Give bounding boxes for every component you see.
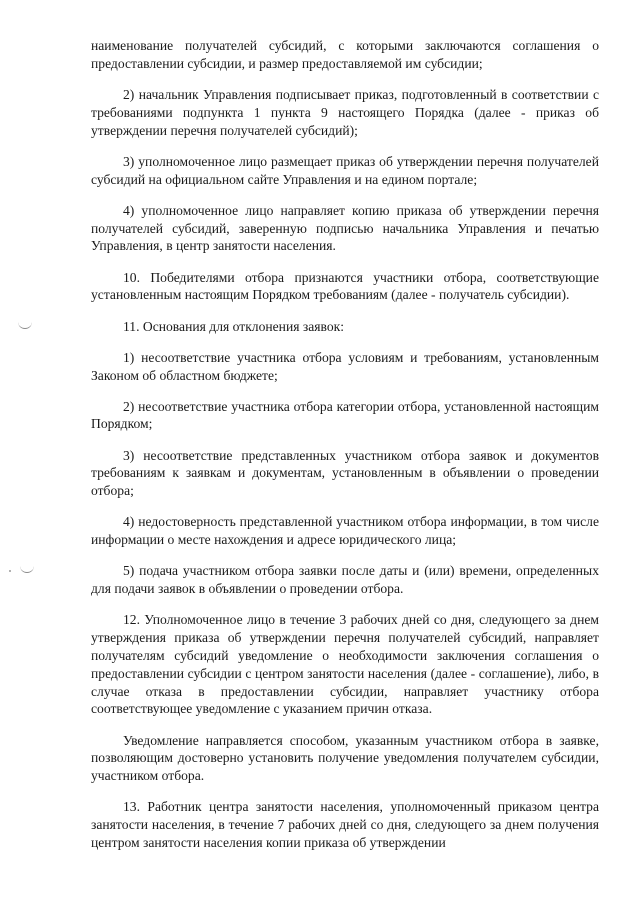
scan-artifact-mark <box>18 322 32 329</box>
paragraph-item-4-send-copy: 4) уполномоченное лицо направляет копию приказа об утверждении перечня получателей субсидий, заверенную подписью начальника Управления и печатью Управления, в центр занятости населения. <box>91 202 599 254</box>
paragraph-item-3-publish-order: 3) уполномоченное лицо размещает приказ об утверждении перечня получателей субсидий на официальном сайте Управления и на едином портале; <box>91 153 599 187</box>
paragraph-reject-reason-1: 1) несоответствие участника отбора условиям и требованиям, установленным Законом об областном бюджете; <box>91 349 599 383</box>
paragraph-reject-reason-5: 5) подача участником отбора заявки после даты и (или) времени, определенных для подачи заявок в объявлении о проведении отбора. <box>91 563 599 597</box>
paragraph-notification-method: Уведомление направляется способом, указанным участником отбора в заявке, позволяющим достоверно установить получение уведомления получателем субсидии, участником отбора. <box>91 732 599 784</box>
paragraph-reject-reason-3: 3) несоответствие представленных участником отбора заявок и документов требованиям к заявкам и документам, установленным в объявлении о проведении отбора; <box>91 447 599 499</box>
paragraph-item-2-sign-order: 2) начальник Управления подписывает приказ, подготовленный в соответствии с требованиями подпункта 1 пункта 9 настоящего Порядка (далее - приказ об утверждении перечня получателей субсидий); <box>91 86 599 138</box>
document-body <box>91 37 599 865</box>
paragraph-section-13: 13. Работник центра занятости населения, уполномоченный приказом центра занятости населения, в течение 7 рабочих дней со дня, следующего за днем получения центром занятости населения копии приказа об утверждении <box>91 799 599 850</box>
paragraph-section-11: 11. Основания для отклонения заявок: <box>123 318 345 334</box>
scan-artifact-mark <box>20 566 34 573</box>
paragraph-section-10: 10. Победителями отбора признаются участники отбора, соответствующие установленным настоящим Порядком требованиям (далее - получатель субсидии). <box>91 269 599 303</box>
scan-artifact-dot <box>9 570 11 572</box>
paragraph-continuation: наименование получателей субсидий, с которыми заключаются соглашения о предоставлении субсидии, и размер предоставляемой им субсидии; <box>91 38 599 71</box>
paragraph-reject-reason-4: 4) недостоверность представленной участником отбора информации, в том числе информации о месте нахождения и адресе юридического лица; <box>91 514 599 548</box>
paragraph-section-12: 12. Уполномоченное лицо в течение 3 рабочих дней со дня, следующего за днем утверждения приказа об утверждении перечня получателей субсидий, направляет получателям субсидий уведомление о необходимости заключения соглашения о предоставлении субсидии с центром занятости населения (далее - соглашение), либо, в случае отказа в предоставлении субсидии, направляет участнику отбора соответствующее уведомление с указанием причин отказа. <box>91 612 599 717</box>
paragraph-reject-reason-2: 2) несоответствие участника отбора категории отбора, установленной настоящим Порядком; <box>91 398 599 432</box>
